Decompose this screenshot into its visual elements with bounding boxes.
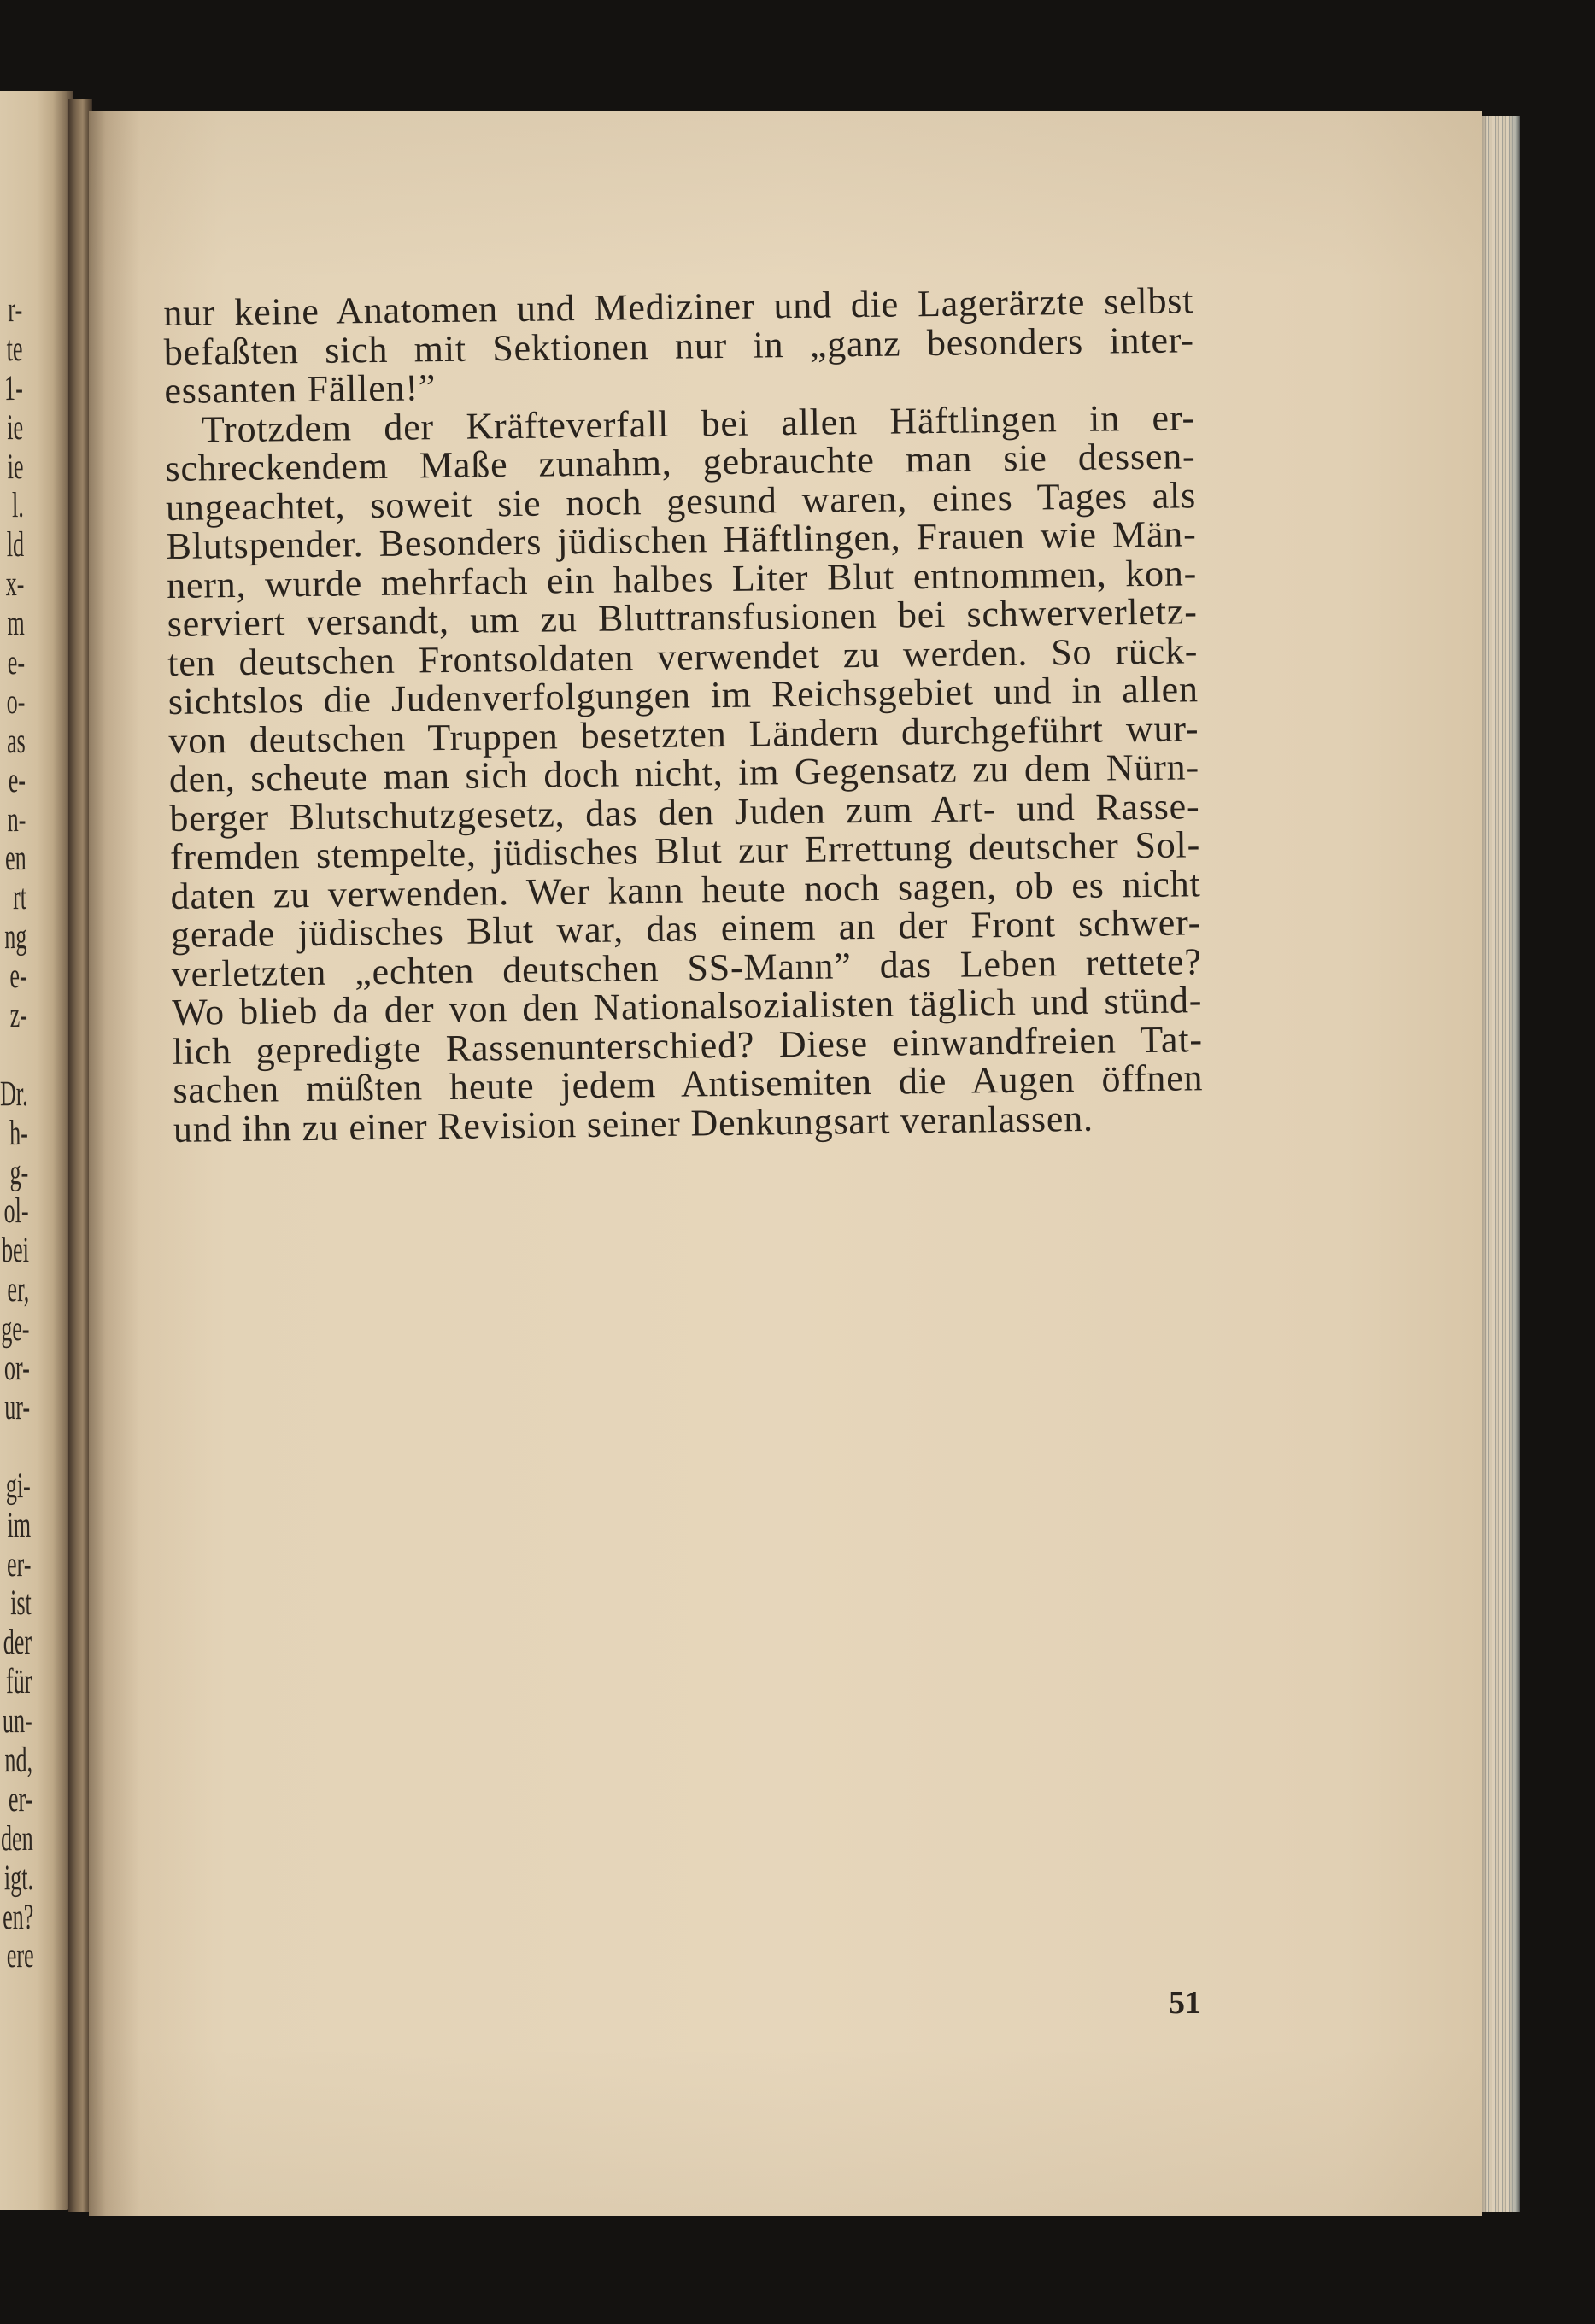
paragraph — [165, 395, 1204, 1150]
line-fragment: im — [7, 1505, 32, 1545]
line-fragment: der — [3, 1623, 32, 1663]
line-fragment: nd, — [4, 1740, 33, 1781]
left-page — [0, 91, 73, 2210]
line-fragment: für — [5, 1662, 32, 1702]
text-line: serviert versandt, um zu Bluttransfusionen bei schwerverletz- — [167, 590, 1198, 645]
line-fragment: o- — [6, 682, 26, 723]
text-line: und ihn zu einer Revision seiner Denkungsart veranlassen. — [173, 1097, 1094, 1150]
line-fragment: den — [0, 1818, 33, 1859]
line-fragment: x- — [5, 565, 25, 605]
line-fragment: g- — [9, 1152, 29, 1192]
text-line: nur keine Anatomen und Mediziner und die Lagerärzte selbst — [162, 279, 1194, 334]
text-line: sachen müßten heute jedem Antisemiten die Augen öffnen — [173, 1057, 1204, 1111]
line-fragment: ge- — [1, 1309, 30, 1349]
line-fragment: ur- — [4, 1387, 31, 1428]
line-fragment: gi- — [5, 1466, 31, 1506]
line-fragment: as — [6, 721, 26, 761]
line-fragment: en — [4, 839, 26, 879]
text-line: fremden stempelte, jüdisches Blut zur Errettung deutscher Sol- — [169, 823, 1201, 878]
line-fragment: ol- — [3, 1191, 29, 1232]
text-line: ungeachtet, soweit sie noch gesund waren, eines Tages als — [165, 473, 1197, 529]
line-fragment: h- — [9, 1113, 29, 1153]
text-line: Blutspender. Besonders jüdischen Häftlingen, Frauen wie Män- — [166, 512, 1197, 567]
line-fragment: bei — [1, 1231, 30, 1271]
text-line: Wo blieb da der von den Nationalsozialisten täglich und stünd- — [171, 979, 1203, 1033]
line-fragment: m — [7, 604, 25, 644]
line-fragment: z- — [9, 996, 28, 1036]
text-line: daten zu verwenden. Wer kann heute noch sagen, ob es nicht — [170, 862, 1201, 917]
line-fragment: l. — [11, 486, 24, 526]
line-fragment: er, — [7, 1270, 30, 1310]
paragraph — [163, 281, 1195, 410]
line-fragment: r- — [8, 290, 23, 331]
line-fragment: un- — [2, 1701, 32, 1742]
text-line: verletzten „echten deutschen SS-Mann” das Leben rettete? — [171, 940, 1202, 995]
line-fragment: n- — [7, 799, 26, 840]
text-line: schreckendem Maße zunahm, gebrauchte man sie dessen- — [165, 435, 1196, 489]
line-fragment: Dr. — [0, 1074, 28, 1115]
text-line: von deutschen Truppen besetzten Ländern durchgeführt wur- — [168, 706, 1199, 762]
line-fragment: er- — [6, 1544, 32, 1584]
blank-line — [0, 1036, 27, 1076]
text-line: den, scheute man sich doch nicht, im Gegensatz zu dem Nürn- — [168, 746, 1200, 800]
line-fragment: e- — [8, 760, 26, 800]
text-line: Trotzdem der Kräfteverfall bei allen Häftlingen in er- — [201, 395, 1196, 450]
line-fragment: or- — [3, 1349, 30, 1389]
line-fragment: en? — [2, 1897, 34, 1937]
page-edges — [1482, 116, 1520, 2212]
text-line: essanten Fällen!” — [164, 366, 437, 412]
text-line: ten deutschen Frontsoldaten verwendet zu werden. So rück- — [167, 629, 1199, 684]
text-line: berger Blutschutzgesetz, das den Juden zum Art- und Rasse- — [169, 784, 1200, 840]
line-fragment: ist — [9, 1583, 32, 1624]
body-text — [163, 281, 1204, 1149]
left-page-line-endings — [0, 291, 34, 1977]
page-number: 51 — [1169, 1985, 1201, 2021]
text-line: gerade jüdisches Blut war, das einem an der Front schwer- — [170, 901, 1202, 956]
line-fragment: 1- — [3, 368, 23, 408]
line-fragment: ng — [4, 917, 27, 957]
line-fragment: ere — [6, 1936, 34, 1976]
right-page — [89, 111, 1482, 2216]
line-fragment: e- — [7, 643, 26, 683]
line-fragment: er- — [8, 1779, 33, 1819]
text-line: lich gepredigte Rassenunterschied? Diese einwandfreien Tat- — [172, 1017, 1204, 1073]
text-line: befaßten sich mit Sektionen nur in „ganz besonders inter- — [163, 318, 1195, 373]
line-fragment: te — [6, 329, 23, 370]
blank-line — [0, 1428, 31, 1468]
line-fragment: ie — [7, 447, 24, 487]
line-fragment: e- — [9, 957, 27, 997]
text-line: sichtslos die Judenverfolgungen im Reichsgebiet und in allen — [167, 668, 1199, 723]
line-fragment: ie — [7, 407, 24, 448]
line-fragment: rt — [12, 878, 27, 918]
line-fragment: igt. — [3, 1858, 34, 1898]
text-line: nern, wurde mehrfach ein halbes Liter Blut entnommen, kon- — [166, 551, 1198, 606]
line-fragment: ld — [6, 525, 25, 565]
